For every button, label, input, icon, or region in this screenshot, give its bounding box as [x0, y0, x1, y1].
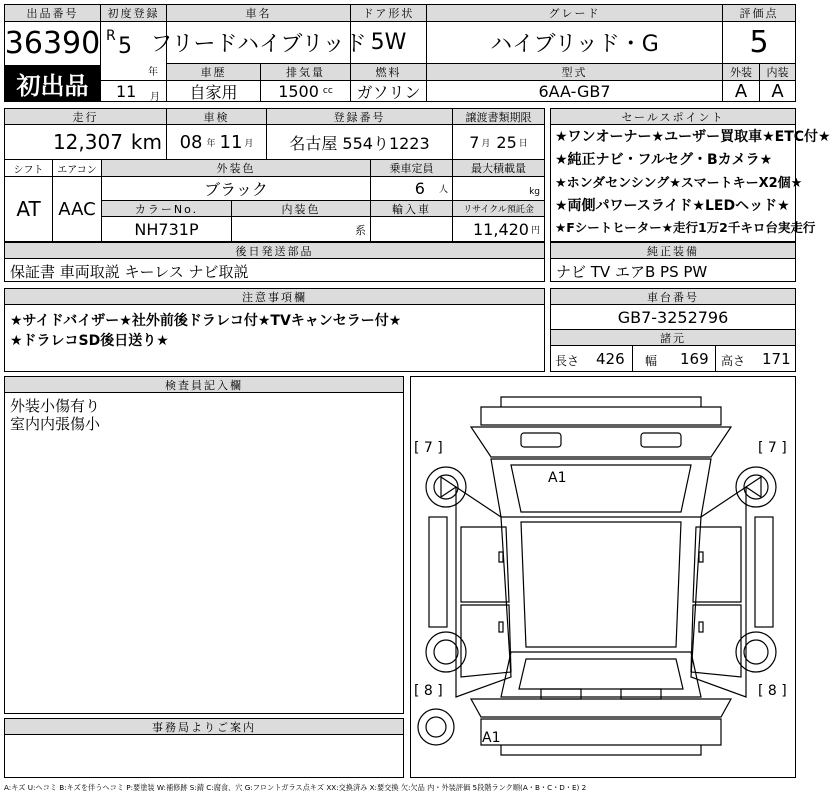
- history: 自家用: [189, 82, 238, 102]
- displacement: [261, 81, 350, 101]
- damage-mark-rear: A1: [482, 730, 501, 746]
- color-label: 外装色: [102, 160, 370, 176]
- chassis-no: GB7-3252796: [617, 307, 729, 327]
- month-unit: 月: [150, 92, 160, 103]
- transfer-date: [453, 125, 544, 159]
- ac-label: エアコン: [57, 164, 97, 176]
- door-type: 5W: [370, 30, 407, 55]
- ext-grade: A: [734, 80, 748, 102]
- fuel: ガソリン: [356, 82, 421, 102]
- transfer-day: 25: [496, 132, 517, 152]
- sales-point-item: ★Fシートヒーター★走行1万2千キロ台実走行: [555, 220, 816, 235]
- spec-length-label: 長さ: [555, 354, 580, 368]
- lot-no-label: 出品番号: [5, 5, 100, 21]
- recycle: [453, 217, 544, 241]
- equipment: ナビ TV エアB PS PW: [556, 263, 708, 281]
- capacity-label: 乗車定員: [371, 160, 452, 176]
- shift-label: シフト: [13, 164, 44, 176]
- tire-front-right: [ 7 ]: [758, 440, 787, 456]
- transfer-label: 譲渡書類期限: [453, 109, 544, 124]
- history-label: 車歴: [167, 64, 260, 80]
- model: 6AA-GB7: [538, 81, 611, 101]
- tire-front-left: [ 7 ]: [414, 440, 443, 456]
- spec-width-label: 幅: [645, 354, 658, 368]
- chassis-label: 車台番号: [551, 289, 795, 304]
- sales-point-item: ★ホンダセンシング★スマートキーX2個★: [555, 176, 803, 191]
- grade-label: グレード: [427, 5, 722, 21]
- int-label: 内装: [760, 64, 795, 80]
- mileage-label: 走行: [5, 109, 166, 124]
- insp-year-unit: 年: [206, 138, 216, 149]
- transfer-month: 7: [469, 132, 480, 152]
- tire-rear-left: [ 8 ]: [414, 683, 443, 699]
- insp-month-unit: 月: [244, 138, 254, 149]
- import-label: 輸入車: [371, 201, 452, 216]
- capacity-value: 6: [414, 179, 425, 198]
- fuel-label: 燃料: [351, 64, 426, 80]
- spec-length: 426: [596, 350, 625, 368]
- lot-no: 36390: [4, 25, 101, 61]
- color-no-label: カラーNo.: [102, 201, 231, 216]
- ac: AAC: [58, 198, 96, 220]
- capacity: [371, 177, 452, 200]
- capacity-unit: 人: [438, 185, 448, 195]
- load-label: 最大積載量: [453, 160, 544, 176]
- ext-label: 外装: [723, 64, 759, 80]
- recycle-value: 11,420: [473, 219, 529, 239]
- displacement-value: 1500: [278, 81, 319, 101]
- tire-rear-right: [ 8 ]: [758, 683, 787, 699]
- displacement-label: 排気量: [261, 64, 350, 80]
- reg-no: 名古屋 554り1223: [289, 133, 430, 153]
- specs-label: 諸元: [551, 330, 795, 345]
- first-listing-badge: 初出品: [5, 65, 100, 101]
- displacement-unit: cc: [322, 86, 333, 96]
- inspector-line: 外装小傷有り: [10, 397, 101, 415]
- spec-width: 169: [680, 350, 709, 368]
- mileage-value: 12,307: [52, 130, 123, 154]
- spec-height: 171: [762, 350, 791, 368]
- caution-line: ★ドラレコSD後日送り★: [10, 333, 169, 349]
- sales-point-item: ★両側パワースライド★LEDヘッド★: [555, 198, 790, 214]
- reg-year: 5: [118, 34, 132, 59]
- load-unit: kg: [529, 187, 540, 197]
- insp-month: 11: [219, 131, 243, 153]
- sales-points-label: セールスポイント: [551, 109, 795, 124]
- damage-mark-roof: A1: [548, 470, 567, 486]
- inspector-line: 室内内張傷小: [10, 415, 101, 433]
- insp-year: 08: [179, 131, 203, 153]
- int-grade: A: [771, 80, 784, 102]
- car-name-label: 車名: [167, 5, 350, 21]
- car-outline-diagram: [411, 377, 795, 777]
- inspection-date: [167, 125, 266, 159]
- later-parts-label: 後日発送部品: [5, 243, 544, 258]
- inspection-label: 車検: [167, 109, 266, 124]
- legend-footer: A:キズ U:ヘコミ B:キズを伴うヘコミ P:要塗装 W:補修跡 S:錆 C:腐食、穴 G:フロントガラス点キズ XX:交換済み X:要交換 欠:欠品 内・外装評価 5段階ランク順(A・B・C・D・E) 2: [4, 783, 587, 792]
- reg-month: 11: [116, 82, 137, 101]
- grade: ハイブリッド・G: [490, 32, 659, 57]
- transfer-month-unit: 月: [481, 138, 491, 149]
- later-parts: 保証書 車両取説 キーレス ナビ取説: [10, 263, 249, 281]
- reg-no-label: 登録番号: [267, 109, 452, 124]
- int-color-unit: 系: [355, 224, 366, 237]
- color: ブラック: [204, 180, 268, 199]
- caution-line: ★サイドバイザー★社外前後ドラレコ付★TVキャンセラー付★: [10, 313, 402, 329]
- inspector-label: 検査員記入欄: [5, 377, 403, 392]
- office-label: 事務局よりご案内: [5, 719, 403, 734]
- door-label: ドア形状: [351, 5, 426, 21]
- sales-points-list: [551, 126, 831, 241]
- model-label: 型式: [427, 64, 722, 80]
- first-reg-label: 初度登録: [101, 5, 166, 21]
- recycle-label: リサイクル預託金: [453, 201, 544, 216]
- color-no: NH731P: [134, 219, 199, 239]
- mileage-unit: km: [130, 130, 162, 154]
- mileage: [5, 125, 166, 159]
- recycle-unit: 円: [530, 225, 540, 236]
- year-unit: 年: [148, 67, 158, 78]
- car-name: フリードハイブリッド: [150, 32, 367, 57]
- shift: AT: [16, 197, 41, 221]
- sales-point-item: ★ワンオーナー★ユーザー買取車★ETC付★: [555, 129, 831, 145]
- sales-point-item: ★純正ナビ・フルセグ・Bカメラ★: [555, 152, 773, 168]
- score-label: 評価点: [723, 5, 795, 21]
- score: 5: [749, 25, 769, 60]
- transfer-day-unit: 日: [518, 138, 528, 149]
- spec-height-label: 高さ: [721, 354, 746, 368]
- caution-label: 注意事項欄: [5, 289, 544, 304]
- era: R: [106, 28, 116, 44]
- int-color-label: 内装色: [232, 201, 370, 216]
- equipment-label: 純正装備: [551, 243, 795, 258]
